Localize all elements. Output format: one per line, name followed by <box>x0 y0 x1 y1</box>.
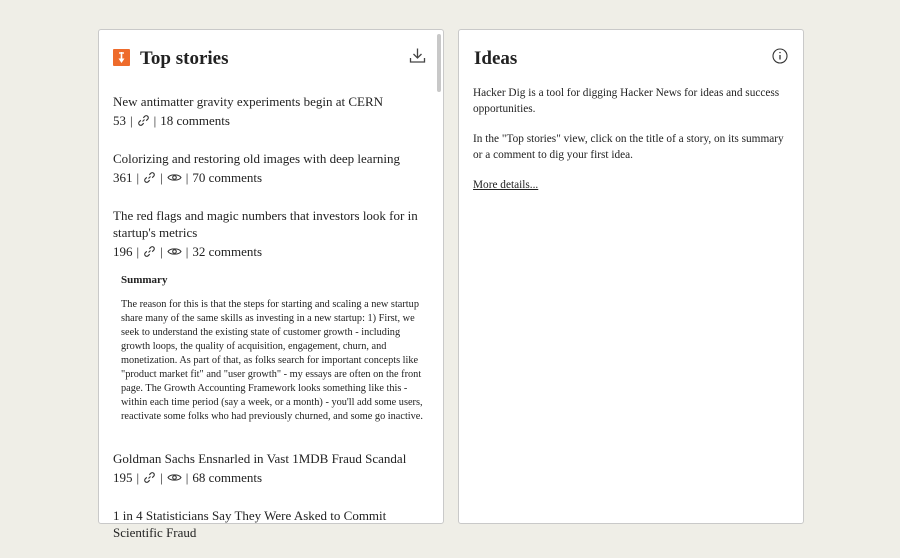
story-title[interactable]: 1 in 4 Statisticians Say They Were Asked to Commit Scientific Fraud <box>113 508 387 540</box>
story-title[interactable]: New antimatter gravity experiments begin at CERN <box>113 94 384 109</box>
story-title[interactable]: The red flags and magic numbers that investors look for in startup's metrics <box>113 208 418 240</box>
link-icon[interactable] <box>137 114 150 127</box>
link-icon[interactable] <box>143 471 156 484</box>
top-stories-header <box>113 47 429 71</box>
stories-list[interactable] <box>113 86 429 540</box>
separator: | <box>136 470 140 485</box>
story-item <box>113 507 429 541</box>
story-points: 196 <box>113 244 133 259</box>
separator: | <box>130 113 133 128</box>
more-details-link[interactable]: More details... <box>473 179 539 191</box>
story-item <box>113 450 429 486</box>
link-icon[interactable] <box>143 171 156 184</box>
separator: | <box>160 244 163 259</box>
hacker-dig-logo-icon <box>113 49 130 66</box>
story-meta <box>113 112 429 129</box>
story-meta <box>113 243 429 260</box>
story-points: 361 <box>113 170 133 185</box>
top-stories-panel <box>98 29 444 540</box>
separator: | <box>185 244 189 259</box>
separator: | <box>153 113 157 128</box>
summary-heading: Summary <box>121 274 168 286</box>
story-meta <box>113 469 429 486</box>
separator: | <box>136 170 140 185</box>
eye-icon[interactable] <box>167 171 182 184</box>
story-title[interactable]: Colorizing and restoring old images with deep learning <box>113 151 401 166</box>
eye-icon[interactable] <box>167 471 182 484</box>
story-item <box>113 207 429 424</box>
ideas-instructions-text: In the "Top stories" view, click on the title of a story, on its summary or a comment to dig your first idea. <box>473 133 784 161</box>
story-comments-link[interactable]: 32 comments <box>192 244 263 259</box>
ideas-body <box>473 85 787 193</box>
story-comments-link[interactable]: 68 comments <box>192 470 263 485</box>
separator: | <box>160 170 163 185</box>
story-points: 53 <box>113 113 126 128</box>
info-icon[interactable] <box>772 48 789 65</box>
ideas-panel <box>458 29 804 524</box>
story-item <box>113 150 429 186</box>
story-points: 195 <box>113 470 133 485</box>
eye-icon[interactable] <box>167 245 182 258</box>
ideas-title: Ideas <box>474 48 518 69</box>
top-stories-title: Top stories <box>140 48 229 69</box>
ideas-header <box>473 47 789 71</box>
story-item <box>113 93 429 129</box>
story-summary[interactable] <box>121 273 429 424</box>
story-meta <box>113 169 429 186</box>
separator: | <box>136 244 140 259</box>
ideas-intro-text: Hacker Dig is a tool for digging Hacker News for ideas and success opportunities. <box>473 87 780 115</box>
separator: | <box>185 470 189 485</box>
story-title[interactable]: Goldman Sachs Ensnarled in Vast 1MDB Fraud Scandal <box>113 451 407 466</box>
separator: | <box>160 470 163 485</box>
separator: | <box>185 170 189 185</box>
story-comments-link[interactable]: 70 comments <box>192 170 263 185</box>
link-icon[interactable] <box>143 245 156 258</box>
scrollbar-thumb[interactable] <box>437 34 441 92</box>
download-icon[interactable] <box>409 47 426 64</box>
summary-text: The reason for this is that the steps for starting and scaling a new startup share many of the same skills as investing in a new startup: 1) First, we seek to understand the existing state of customer growth - including growth loops, the quality of acquisition, engagement, churn, and monetization. As part of that, as folks search for important concepts like "product market fit" and "user growth" - my essays are often on the front page. The Growth Accounting Framework looks something like this - within each time period (say a week, or a month) - you'll add some users, reactivate some folks who had previously churned, and some go inactive. <box>121 299 423 422</box>
story-comments-link[interactable]: 18 comments <box>160 113 230 128</box>
